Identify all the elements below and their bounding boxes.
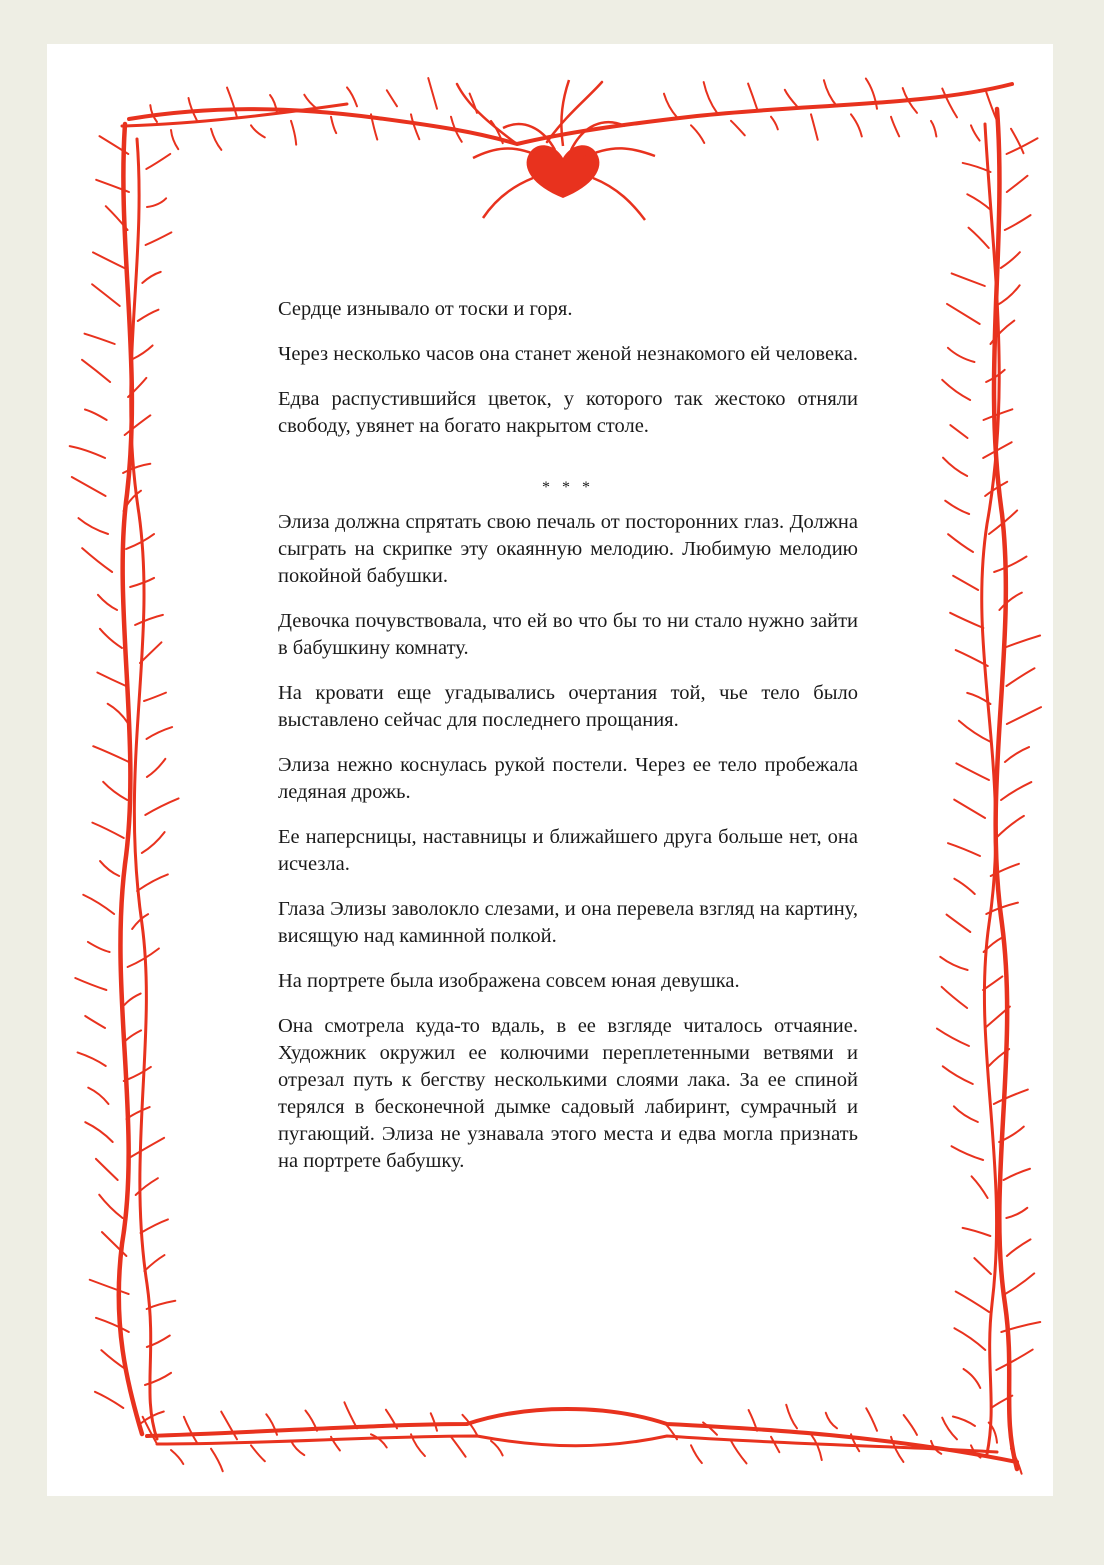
paragraph-7: Элиза нежно коснулась рукой постели. Через ее тело пробежала ледяная дрожь.	[278, 754, 858, 803]
heart-ornament	[473, 80, 655, 220]
paragraph-4: Элиза должна спрятать свою печаль от посторонних глаз. Должна сыграть на скрипке эту окаянную мелодию. Любимую мелодию покойной бабушки.	[278, 511, 858, 587]
paragraph-5: Девочка почувствовала, что ей во что бы то ни стало нужно зайти в бабушкину комнату.	[278, 610, 858, 659]
paragraph-8: Ее наперсницы, наставницы и ближайшего друга больше нет, она исчезла.	[278, 826, 858, 875]
paragraph-11: Она смотрела куда-то вдаль, в ее взгляде читалось отчаяние. Художник окружил ее колючими переплетенными ветвями и отрезал путь к бегству несколькими слоями лака. За ее спиной терялся в бесконечной дымке садовый лабиринт, сумрачный и пугающий. Элиза не узнавала этого места и едва могла признать на портрете бабушку.	[278, 1015, 858, 1172]
paragraph-6: На кровати еще угадывались очертания той, чье тело было выставлено сейчас для последнего прощания.	[278, 682, 858, 731]
paragraph-2: Через несколько часов она станет женой незнакомого ей человека.	[278, 343, 858, 365]
story-text	[278, 296, 858, 1193]
section-separator: * * *	[542, 479, 594, 496]
book-page	[47, 44, 1053, 1496]
paragraph-3: Едва распустившийся цветок, у которого так жестоко отняли свободу, увянет на богато накрытом столе.	[278, 388, 858, 437]
paragraph-1: Сердце изнывало от тоски и горя.	[278, 298, 573, 320]
paragraph-9: Глаза Элизы заволокло слезами, и она перевела взгляд на картину, висящую над каминной полкой.	[278, 898, 858, 947]
paragraph-10: На портрете была изображена совсем юная девушка.	[278, 970, 740, 992]
